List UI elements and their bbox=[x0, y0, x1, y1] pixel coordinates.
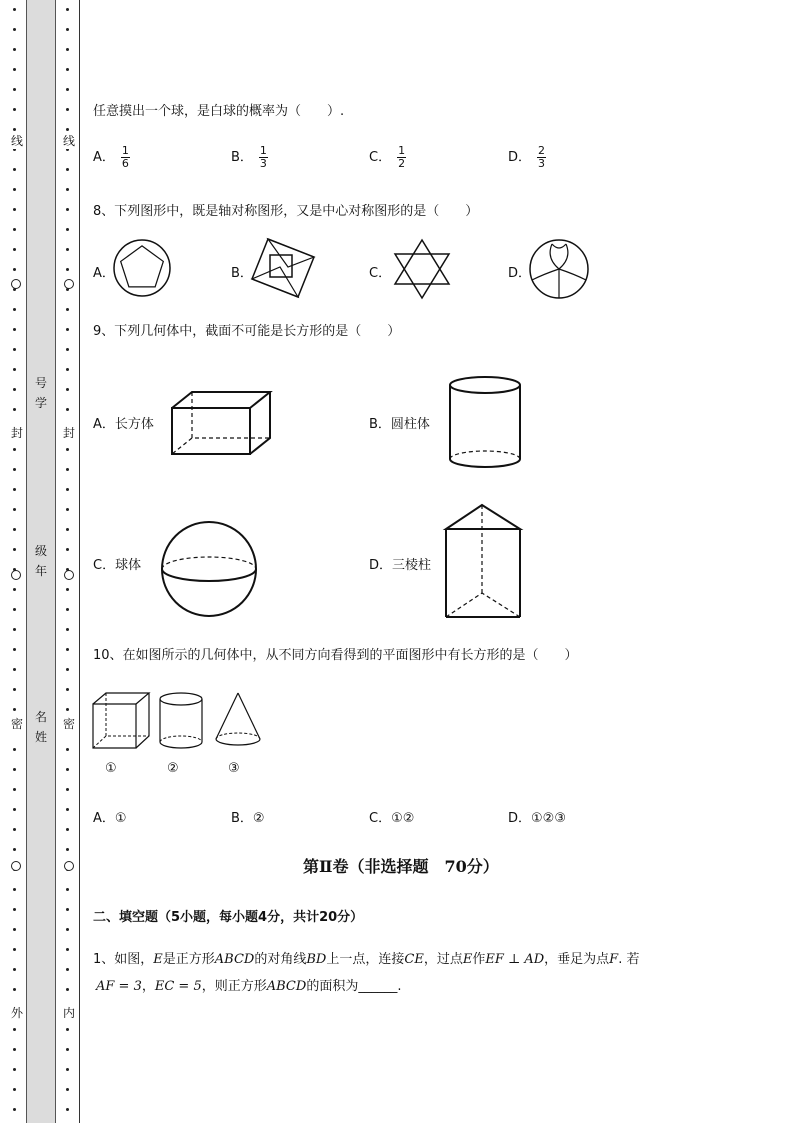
q10-stem: 10、在如图所示的几何体中，从不同方向看得到的平面图形中有长方形的是（ ） bbox=[93, 648, 578, 663]
dot-mark bbox=[66, 48, 69, 51]
dot-mark bbox=[13, 928, 16, 931]
denominator: 3 bbox=[538, 157, 546, 170]
dot-mark bbox=[13, 48, 16, 51]
dot-mark bbox=[66, 548, 69, 551]
dot-mark bbox=[13, 208, 16, 211]
math-var: F bbox=[609, 952, 619, 967]
q-text: ， bbox=[141, 979, 155, 994]
dot-mark bbox=[66, 588, 69, 591]
dot-mark bbox=[66, 848, 69, 851]
dot-mark bbox=[66, 448, 69, 451]
inner-mark-inside: 内 bbox=[62, 1006, 75, 1020]
denominator: 2 bbox=[398, 157, 406, 170]
q-text: ，过点 bbox=[423, 952, 463, 967]
dot-mark bbox=[66, 388, 69, 391]
option-letter: B． bbox=[231, 150, 253, 165]
dot-mark bbox=[66, 648, 69, 651]
dot-mark bbox=[13, 408, 16, 411]
dot-mark bbox=[66, 348, 69, 351]
dot-mark bbox=[66, 928, 69, 931]
dot-mark bbox=[13, 748, 16, 751]
dot-mark bbox=[13, 588, 16, 591]
dot-mark bbox=[13, 128, 16, 131]
dot-mark bbox=[13, 808, 16, 811]
dot-mark bbox=[13, 648, 16, 651]
q10-option-d[interactable]: D．①②③ bbox=[508, 811, 566, 826]
hexagram-figure bbox=[391, 238, 453, 300]
numerator: 1 bbox=[398, 144, 406, 157]
figure-label-2: ② bbox=[167, 761, 179, 776]
math-expr: AF = 3 bbox=[96, 979, 142, 994]
dot-mark bbox=[66, 8, 69, 11]
dot-mark bbox=[13, 828, 16, 831]
dot-mark bbox=[66, 828, 69, 831]
dot-mark bbox=[66, 1028, 69, 1031]
dot-mark bbox=[66, 208, 69, 211]
dot-mark bbox=[13, 268, 16, 271]
dot-mark bbox=[66, 408, 69, 411]
dot-mark bbox=[66, 228, 69, 231]
dot-mark bbox=[66, 988, 69, 991]
q7-option-a[interactable] bbox=[93, 145, 130, 170]
denominator: 3 bbox=[259, 157, 267, 170]
dot-mark bbox=[13, 368, 16, 371]
trefoil-circle-figure bbox=[528, 238, 590, 300]
figure-label-1: ① bbox=[105, 761, 117, 776]
q9-stem: 9、下列几何体中，截面不可能是长方形的是（ ） bbox=[93, 324, 401, 339]
q-text: 1、如图， bbox=[93, 952, 154, 967]
q-text: 上一点，连接 bbox=[326, 952, 405, 967]
dot-mark bbox=[13, 88, 16, 91]
field-label-number-1: 号 bbox=[34, 376, 47, 390]
outer-dotted-line bbox=[10, 0, 20, 1123]
field-label-grade-2: 年 bbox=[34, 564, 47, 578]
circle-pentagon-figure bbox=[112, 238, 172, 298]
dot-mark bbox=[66, 1108, 69, 1111]
dot-mark bbox=[66, 688, 69, 691]
dot-mark bbox=[66, 368, 69, 371]
dot-mark bbox=[66, 508, 69, 511]
dot-mark bbox=[13, 228, 16, 231]
dot-mark bbox=[13, 1048, 16, 1051]
dot-mark bbox=[66, 768, 69, 771]
outer-mark-line: 线 bbox=[10, 134, 23, 148]
dot-mark bbox=[13, 388, 16, 391]
binding-margin bbox=[0, 0, 84, 1123]
field-label-grade-1: 级 bbox=[34, 544, 47, 558]
dot-mark bbox=[66, 1088, 69, 1091]
math-var: CE bbox=[404, 952, 424, 967]
dot-mark bbox=[66, 108, 69, 111]
q-text: ，则正方形 bbox=[201, 979, 267, 994]
q9-option-c[interactable]: C．球体 bbox=[93, 558, 142, 573]
outer-ring-icon bbox=[11, 570, 21, 580]
dot-mark bbox=[66, 168, 69, 171]
margin-rule bbox=[79, 0, 80, 1123]
dot-mark bbox=[66, 328, 69, 331]
q8-stem: 8、下列图形中，既是轴对称图形，又是中心对称图形的是（ ） bbox=[93, 204, 479, 219]
field-label-number-2: 学 bbox=[34, 396, 47, 410]
dot-mark bbox=[13, 28, 16, 31]
q8-option-c-label[interactable]: C． bbox=[369, 266, 392, 281]
math-var: ABCD bbox=[214, 952, 255, 967]
dot-mark bbox=[13, 988, 16, 991]
numerator: 1 bbox=[259, 144, 267, 157]
q-text: 作 bbox=[472, 952, 486, 967]
dot-mark bbox=[13, 108, 16, 111]
q-text: ，垂足为点 bbox=[544, 952, 610, 967]
math-expr: EC = 5 bbox=[154, 979, 202, 994]
q9-option-d[interactable]: D．三棱柱 bbox=[369, 558, 432, 573]
outer-ring-icon bbox=[11, 279, 21, 289]
math-var: E bbox=[462, 952, 473, 967]
student-info-band bbox=[26, 0, 56, 1123]
dot-mark bbox=[13, 888, 16, 891]
answer-blank[interactable]: 的面积为______. bbox=[306, 979, 402, 994]
fraction bbox=[397, 145, 406, 170]
q7-option-b[interactable] bbox=[231, 145, 268, 170]
dot-mark bbox=[13, 248, 16, 251]
triangular-prism-figure bbox=[442, 503, 524, 619]
q-text: 是正方形 bbox=[162, 952, 215, 967]
dot-mark bbox=[13, 1108, 16, 1111]
outer-mark-secret: 密 bbox=[10, 717, 23, 731]
dot-mark bbox=[13, 948, 16, 951]
dot-mark bbox=[13, 508, 16, 511]
cube-figure bbox=[92, 692, 152, 750]
dot-mark bbox=[66, 948, 69, 951]
math-expr: EF ⊥ AD bbox=[485, 952, 545, 967]
dot-mark bbox=[13, 8, 16, 11]
dot-mark bbox=[66, 68, 69, 71]
dot-mark bbox=[66, 248, 69, 251]
dot-mark bbox=[66, 748, 69, 751]
fill-in-section-heading: 二、填空题（5小题，每小题4分，共计20分） bbox=[93, 910, 364, 925]
dot-mark bbox=[13, 768, 16, 771]
q7-stem: 任意摸出一个球，是白球的概率为（ ）. bbox=[93, 104, 345, 119]
inner-ring-icon bbox=[64, 861, 74, 871]
dot-mark bbox=[13, 528, 16, 531]
outer-ring-icon bbox=[11, 861, 21, 871]
q8-option-d-label[interactable]: D． bbox=[508, 266, 532, 281]
outer-mark-outside: 外 bbox=[10, 1006, 23, 1020]
cone-figure bbox=[214, 692, 262, 748]
q10-option-a[interactable]: A．① bbox=[93, 811, 127, 826]
dot-mark bbox=[13, 168, 16, 171]
figure-label-3: ③ bbox=[228, 761, 240, 776]
q-text: . 若 bbox=[618, 952, 640, 967]
q10-option-c[interactable]: C．①② bbox=[369, 811, 415, 826]
dot-mark bbox=[13, 1028, 16, 1031]
part2-title: 第Ⅱ卷（非选择题 70分） bbox=[303, 857, 499, 876]
dot-mark bbox=[66, 608, 69, 611]
inner-ring-icon bbox=[64, 279, 74, 289]
denominator: 6 bbox=[121, 157, 129, 170]
dot-mark bbox=[66, 628, 69, 631]
q8-option-b-label[interactable]: B． bbox=[231, 266, 253, 281]
dot-mark bbox=[13, 668, 16, 671]
q11-line-2 bbox=[96, 975, 401, 994]
q-text: 的对角线 bbox=[254, 952, 307, 967]
cylinder-small-figure bbox=[158, 692, 204, 750]
inner-mark-line: 线 bbox=[62, 134, 75, 148]
dot-mark bbox=[66, 528, 69, 531]
q10-option-b[interactable]: B．② bbox=[231, 811, 265, 826]
dot-mark bbox=[66, 128, 69, 131]
inner-ring-icon bbox=[64, 570, 74, 580]
dot-mark bbox=[66, 468, 69, 471]
dot-mark bbox=[66, 708, 69, 711]
dot-mark bbox=[66, 488, 69, 491]
q8-option-a-label[interactable]: A． bbox=[93, 266, 115, 281]
dot-mark bbox=[66, 888, 69, 891]
cuboid-figure bbox=[170, 390, 274, 456]
dot-mark bbox=[13, 308, 16, 311]
dot-mark bbox=[13, 608, 16, 611]
dot-mark bbox=[13, 708, 16, 711]
dot-mark bbox=[13, 488, 16, 491]
dot-mark bbox=[13, 188, 16, 191]
option-letter: C． bbox=[369, 150, 392, 165]
q11-line-1 bbox=[93, 948, 639, 967]
dot-mark bbox=[13, 908, 16, 911]
dot-mark bbox=[66, 908, 69, 911]
q7-option-d[interactable] bbox=[508, 145, 546, 170]
dot-mark bbox=[13, 468, 16, 471]
dot-mark bbox=[66, 1068, 69, 1071]
field-label-name-1: 名 bbox=[34, 710, 47, 724]
field-label-name-2: 姓 bbox=[34, 730, 47, 744]
option-letter: A． bbox=[93, 150, 115, 165]
q7-option-c[interactable] bbox=[369, 145, 406, 170]
rotated-squares-figure bbox=[250, 237, 316, 299]
dot-mark bbox=[66, 1048, 69, 1051]
dot-mark bbox=[13, 68, 16, 71]
dot-mark bbox=[66, 668, 69, 671]
math-var: BD bbox=[306, 952, 327, 967]
dot-mark bbox=[13, 348, 16, 351]
dot-mark bbox=[66, 308, 69, 311]
option-letter: D． bbox=[508, 150, 532, 165]
q9-option-b[interactable]: B．圆柱体 bbox=[369, 417, 430, 432]
numerator: 2 bbox=[538, 144, 546, 157]
dot-mark bbox=[13, 1088, 16, 1091]
dot-mark bbox=[66, 968, 69, 971]
dot-mark bbox=[66, 28, 69, 31]
dot-mark bbox=[13, 788, 16, 791]
fraction bbox=[537, 145, 546, 170]
outer-mark-seal: 封 bbox=[10, 426, 23, 440]
dot-mark bbox=[13, 448, 16, 451]
dot-mark bbox=[13, 548, 16, 551]
dot-mark bbox=[13, 848, 16, 851]
dot-mark bbox=[13, 628, 16, 631]
sphere-figure bbox=[160, 520, 258, 618]
dot-mark bbox=[66, 268, 69, 271]
fraction bbox=[121, 145, 130, 170]
inner-mark-seal: 封 bbox=[62, 426, 75, 440]
dot-mark bbox=[13, 328, 16, 331]
dot-mark bbox=[66, 188, 69, 191]
numerator: 1 bbox=[121, 144, 129, 157]
math-var: E bbox=[153, 952, 163, 967]
dot-mark bbox=[13, 688, 16, 691]
q9-option-a[interactable]: A．长方体 bbox=[93, 417, 154, 432]
dot-mark bbox=[66, 88, 69, 91]
fraction bbox=[259, 145, 268, 170]
dot-mark bbox=[66, 788, 69, 791]
dot-mark bbox=[13, 968, 16, 971]
inner-dotted-line bbox=[63, 0, 73, 1123]
inner-mark-secret: 密 bbox=[62, 717, 75, 731]
dot-mark bbox=[66, 808, 69, 811]
cylinder-figure bbox=[447, 375, 523, 471]
dot-mark bbox=[13, 1068, 16, 1071]
math-var: ABCD bbox=[266, 979, 307, 994]
